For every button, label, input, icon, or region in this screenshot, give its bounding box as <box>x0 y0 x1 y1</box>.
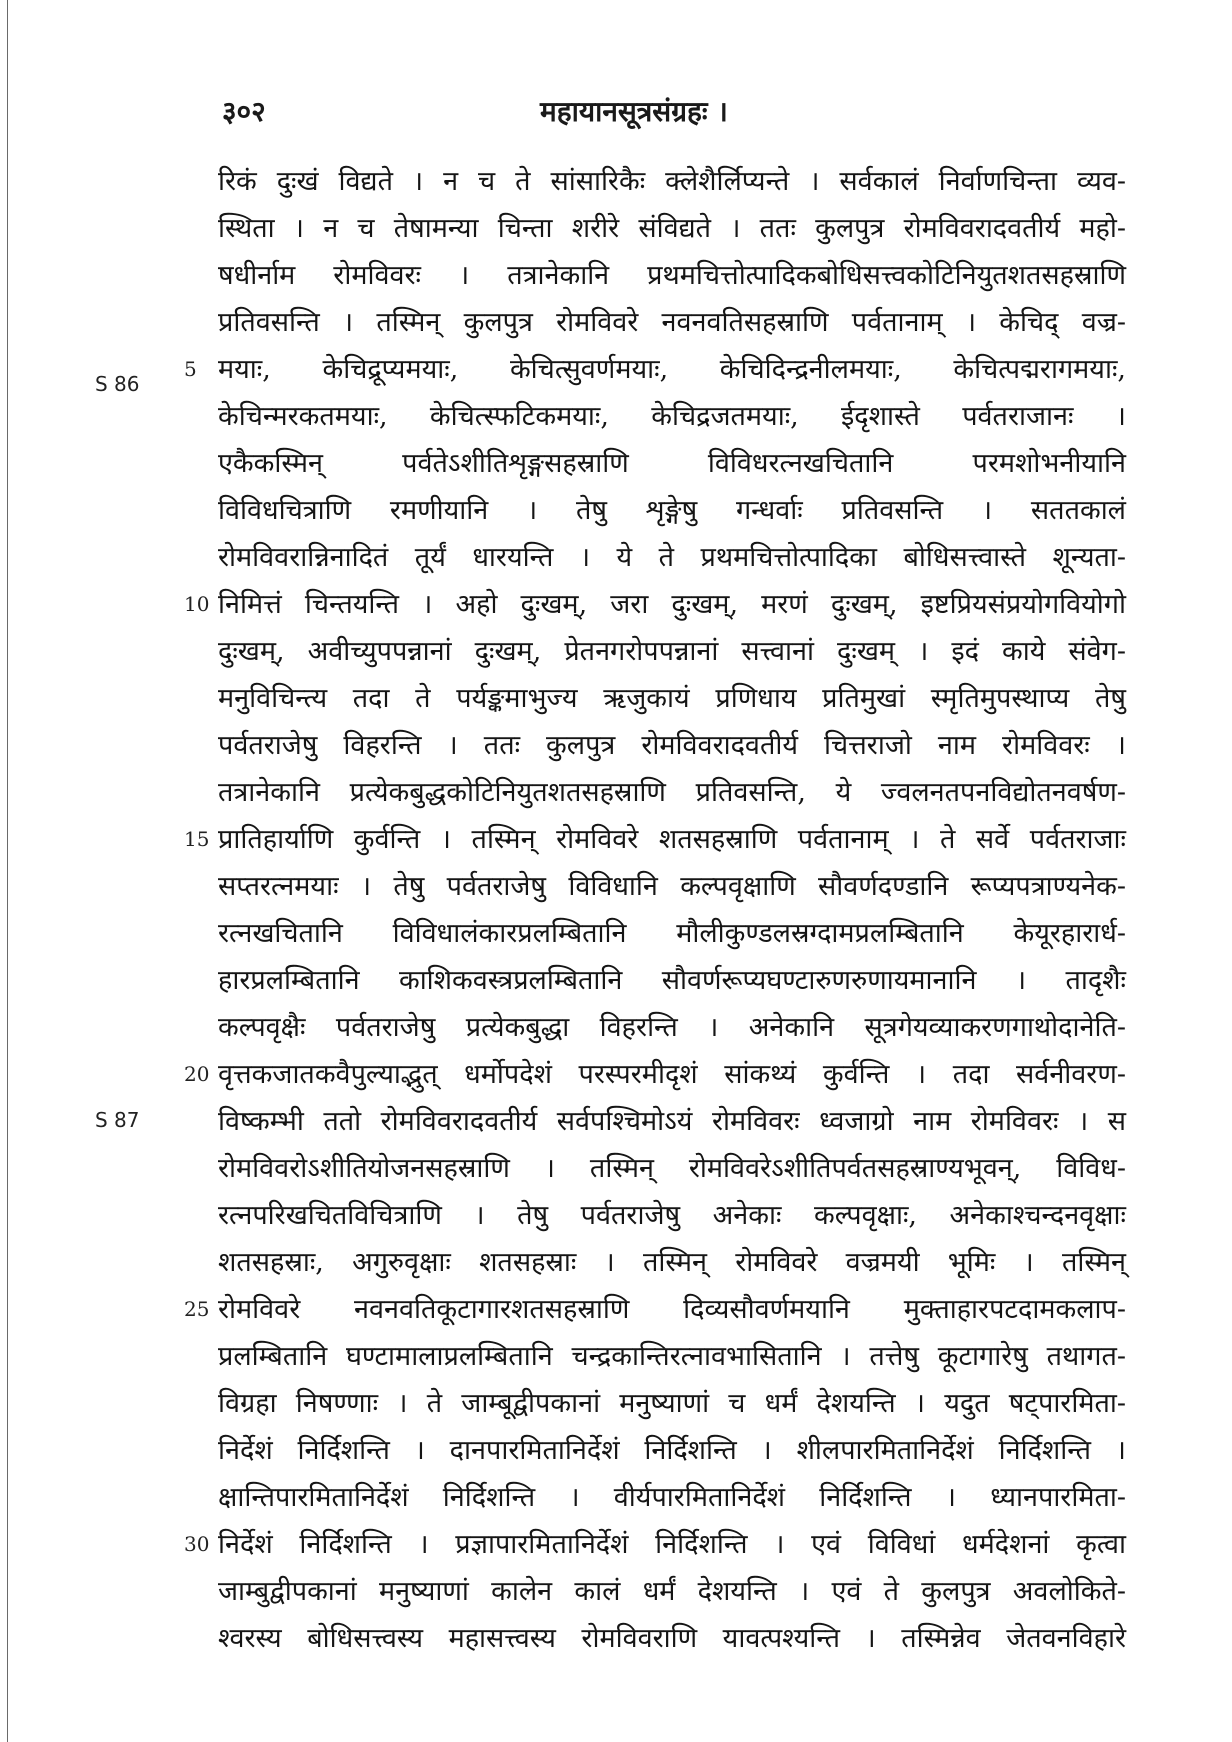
line-text: निमित्तं चिन्तयन्ति । अहो दुःखम्, जरा दुःखम्, मरणं दुःखम्, इष्टप्रियसंप्रयोगवियोगो <box>218 589 1126 620</box>
text-line <box>218 1239 1126 1286</box>
text-line <box>218 769 1126 816</box>
line-text: निर्देशं निर्दिशन्ति । दानपारमितानिर्देशं निर्दिशन्ति । शीलपारमितानिर्देशं निर्दिशन्ति । <box>218 1435 1126 1466</box>
line-text: विष्कम्भी ततो रोमविवरादवतीर्य सर्वपश्चिमोऽयं रोमविवरः ध्वजाग्रो नाम रोमविवरः । स <box>218 1106 1126 1137</box>
text-line <box>218 910 1126 957</box>
text-line <box>218 722 1126 769</box>
text-line <box>184 581 1126 628</box>
text-line <box>218 487 1126 534</box>
line-text: मनुविचिन्त्य तदा ते पर्यङ्कमाभुज्य ऋजुकायं प्रणिधाय प्रतिमुखां स्मृतिमुपस्थाप्य तेषु <box>218 683 1126 714</box>
line-text: तत्रानेकानि प्रत्येकबुद्धकोटिनियुतशतसहस्राणि प्रतिवसन्ति, ये ज्वलनतपनविद्योतनवर्षण- <box>218 777 1126 808</box>
text-line <box>218 252 1126 299</box>
line-text: रोमविवरे नवनवतिकूटागारशतसहस्राणि दिव्यसौवर्णमयानि मुक्ताहारपटदामकलाप- <box>218 1294 1126 1325</box>
line-text: विग्रहा निषण्णाः । ते जाम्बूद्वीपकानां मनुष्याणां च धर्मं देशयन्ति । यदुत षट्पारमिता- <box>218 1388 1126 1419</box>
body-text <box>184 158 1126 1662</box>
line-number: 25 <box>184 1297 210 1321</box>
line-text: मयाः, केचिद्रूप्यमयाः, केचित्सुवर्णमयाः, केचिदिन्द्रनीलमयाः, केचित्पद्मरागमयाः, <box>218 354 1126 385</box>
text-line <box>218 628 1126 675</box>
line-text: सप्तरत्नमयाः । तेषु पर्वतराजेषु विविधानि कल्पवृक्षाणि सौवर्णदण्डानि रूप्यपत्राण्यनेक- <box>218 871 1126 902</box>
text-line <box>218 158 1126 205</box>
line-text: वृत्तकजातकवैपुल्याद्भुत् धर्मोपदेशं परस्परमीदृशं सांकथ्यं कुर्वन्ति । तदा सर्वनीवरण- <box>218 1059 1126 1090</box>
running-title: महायानसूत्रसंग्रहः । <box>540 95 728 128</box>
line-text: रत्नपरिखचितविचित्राणि । तेषु पर्वतराजेषु अनेकाः कल्पवृक्षाः, अनेकाश्चन्दनवृक्षाः <box>218 1200 1126 1231</box>
line-text: प्रातिहार्याणि कुर्वन्ति । तस्मिन् रोमविवरे शतसहस्राणि पर्वतानाम् । ते सर्वे पर्वतराजाः <box>218 824 1126 855</box>
page-header <box>210 92 1130 132</box>
line-text: एकैकस्मिन् पर्वतेऽशीतिशृङ्गसहस्राणि विविधरत्नखचितानि परमशोभनीयानि <box>218 448 1126 479</box>
margin-reference: S 87 <box>95 1108 140 1132</box>
text-line <box>184 816 1126 863</box>
text-line <box>184 346 1126 393</box>
line-text: षधीर्नाम रोमविवरः । तत्रानेकानि प्रथमचित्तोत्पादिकबोधिसत्त्वकोटिनियुतशतसहस्राणि <box>218 260 1126 291</box>
line-text: केचिन्मरकतमयाः, केचित्स्फटिकमयाः, केचिद्रजतमयाः, ईदृशास्ते पर्वतराजानः । <box>218 401 1126 432</box>
line-text: हारप्रलम्बितानि काशिकवस्त्रप्रलम्बितानि सौवर्णरूप्यघण्टारुणरुणायमानानि । तादृशैः <box>218 965 1126 996</box>
line-number: 20 <box>184 1062 210 1086</box>
line-text: रत्नखचितानि विविधालंकारप्रलम्बितानि मौलीकुण्डलस्रग्दामप्रलम्बितानि केयूरहारार्ध- <box>218 918 1126 949</box>
line-number: 10 <box>184 592 210 616</box>
text-line <box>218 957 1126 1004</box>
text-line <box>218 440 1126 487</box>
text-line <box>218 1568 1126 1615</box>
line-text: जाम्बुद्वीपकानां मनुष्याणां कालेन कालं धर्मं देशयन्ति । एवं ते कुलपुत्र अवलोकिते- <box>218 1576 1126 1607</box>
text-line <box>184 1286 1126 1333</box>
line-text: प्रलम्बितानि घण्टामालाप्रलम्बितानि चन्द्रकान्तिरत्नावभासितानि । तत्तेषु कूटागारेषु तथागत- <box>218 1341 1126 1372</box>
line-text: स्थिता । न च तेषामन्या चिन्ता शरीरे संविद्यते । ततः कुलपुत्र रोमविवरादवतीर्य महो- <box>218 213 1126 244</box>
text-line <box>218 1145 1126 1192</box>
text-line <box>218 299 1126 346</box>
text-line <box>218 534 1126 581</box>
text-line <box>218 1004 1126 1051</box>
line-text: पर्वतराजेषु विहरन्ति । ततः कुलपुत्र रोमविवरादवतीर्य चित्तराजो नाम रोमविवरः । <box>218 730 1126 761</box>
page-number: ३०२ <box>222 95 266 128</box>
text-line <box>218 1333 1126 1380</box>
line-number: 15 <box>184 827 210 851</box>
text-line <box>218 1474 1126 1521</box>
text-line <box>184 1051 1126 1098</box>
line-number: 5 <box>184 357 197 381</box>
line-text: रोमविवरान्निनादितं तूर्यं धारयन्ति । ये ते प्रथमचित्तोत्पादिका बोधिसत्त्वास्ते शून्यता- <box>218 542 1126 573</box>
text-line <box>218 1192 1126 1239</box>
line-text: प्रतिवसन्ति । तस्मिन् कुलपुत्र रोमविवरे नवनवतिसहस्राणि पर्वतानाम् । केचिद् वज्र- <box>218 307 1126 338</box>
text-line <box>218 1380 1126 1427</box>
text-line <box>184 1521 1126 1568</box>
line-text: दुःखम्, अवीच्युपपन्नानां दुःखम्, प्रेतनगरोपपन्नानां सत्त्वानां दुःखम् । इदं काये संवेग- <box>218 636 1126 667</box>
text-line <box>218 1098 1126 1145</box>
line-text: विविधचित्राणि रमणीयानि । तेषु शृङ्गेषु गन्धर्वाः प्रतिवसन्ति । सततकालं <box>218 495 1126 526</box>
line-text: रिकं दुःखं विद्यते । न च ते सांसारिकैः क्लेशैर्लिप्यन्ते । सर्वकालं निर्वाणचिन्ता व्यव- <box>218 166 1126 197</box>
line-text: क्षान्तिपारमितानिर्देशं निर्दिशन्ति । वीर्यपारमितानिर्देशं निर्दिशन्ति । ध्यानपारमिता- <box>218 1482 1126 1513</box>
text-line <box>218 1427 1126 1474</box>
line-text: श्वरस्य बोधिसत्त्वस्य महासत्त्वस्य रोमविवराणि यावत्पश्यन्ति । तस्मिन्नेव जेतवनविहारे <box>218 1623 1126 1654</box>
line-text: शतसहस्राः, अगुरुवृक्षाः शतसहस्राः । तस्मिन् रोमविवरे वज्रमयी भूमिः । तस्मिन् <box>218 1247 1126 1278</box>
text-line <box>218 393 1126 440</box>
line-text: कल्पवृक्षैः पर्वतराजेषु प्रत्येकबुद्धा विहरन्ति । अनेकानि सूत्रगेयव्याकरणगाथोदानेति- <box>218 1012 1126 1043</box>
margin-reference: S 86 <box>95 372 140 396</box>
text-line <box>218 675 1126 722</box>
text-line <box>218 205 1126 252</box>
line-text: रोमविवरोऽशीतियोजनसहस्राणि । तस्मिन् रोमविवरेऽशीतिपर्वतसहस्राण्यभूवन्, विविध- <box>218 1153 1126 1184</box>
line-text: निर्देशं निर्दिशन्ति । प्रज्ञापारमितानिर्देशं निर्दिशन्ति । एवं विविधां धर्मदेशनां कृत्वा <box>218 1529 1126 1560</box>
text-line <box>218 1615 1126 1662</box>
text-line <box>218 863 1126 910</box>
line-number: 30 <box>184 1532 210 1556</box>
